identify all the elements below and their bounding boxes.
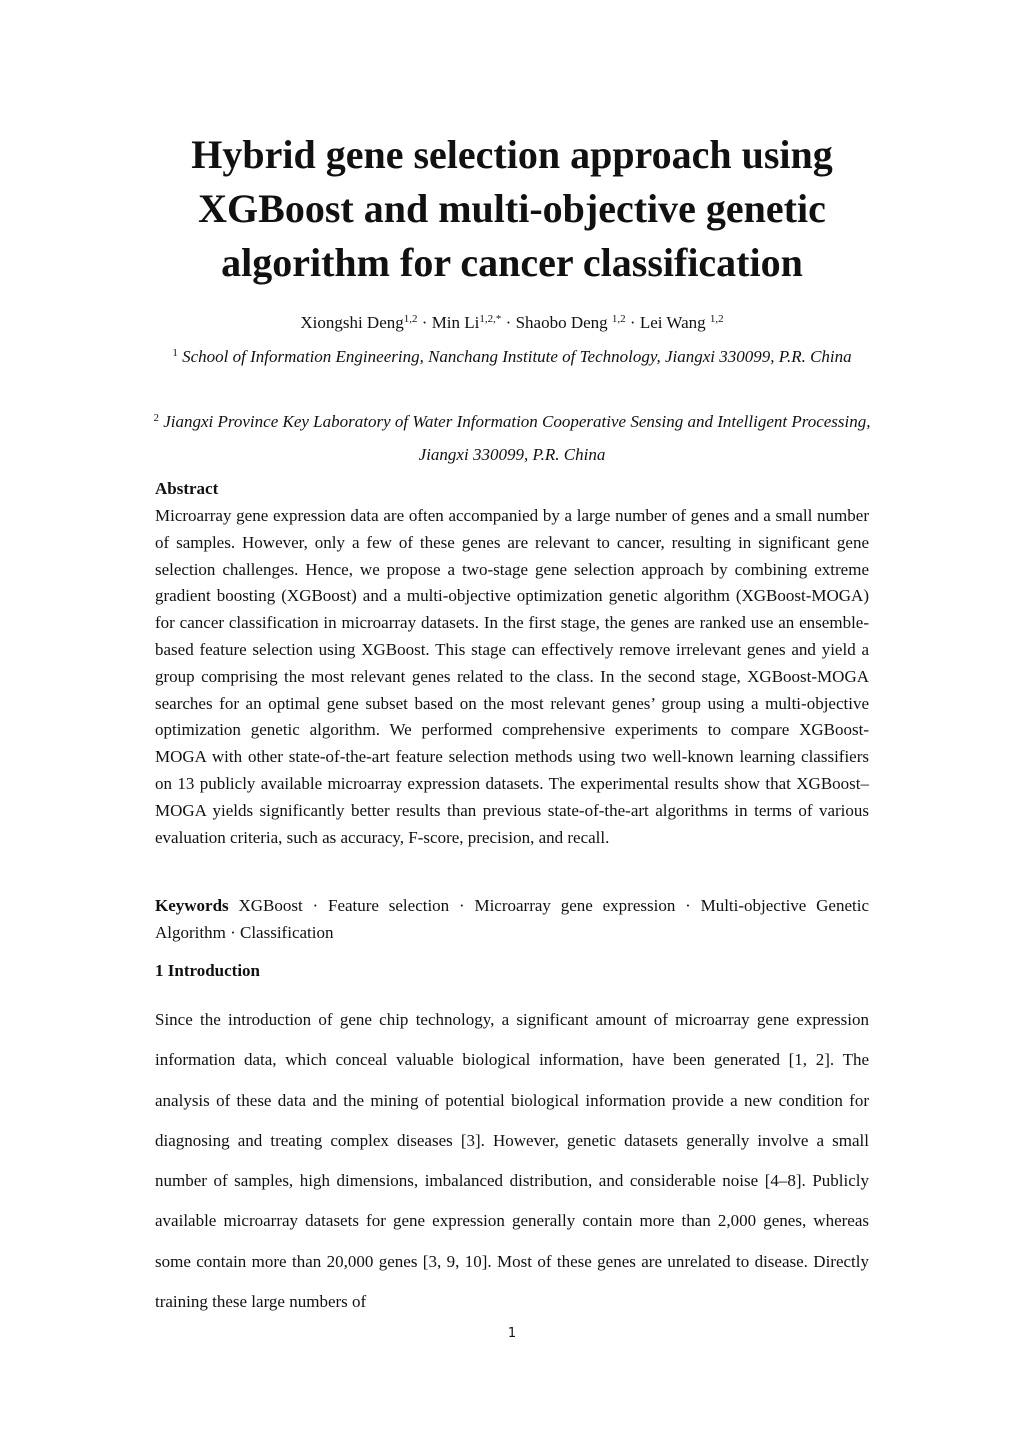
author-affiliation-mark: 1,2: [403, 313, 418, 325]
affiliation-text: Jiangxi Province Key Laboratory of Water Information Cooperative Sensing and Intelligent Processing, Jiangxi 330099, P.R. China: [163, 412, 871, 464]
abstract-heading: Abstract: [155, 479, 219, 498]
affiliation-2: [150, 405, 874, 471]
paper-title: [100, 128, 924, 290]
author-list: [0, 312, 1024, 334]
affiliation-text: School of Information Engineering, Nanchang Institute of Technology, Jiangxi 330099, P.R. China: [182, 347, 852, 366]
title-line-3: algorithm for cancer classification: [221, 240, 803, 285]
author-separator: ·: [505, 313, 512, 332]
section-heading-introduction: 1 Introduction: [155, 961, 261, 980]
author-name: Shaobo Deng: [515, 313, 608, 332]
author-separator: ·: [629, 313, 636, 332]
keywords-label: Keywords: [155, 896, 229, 915]
affiliation-mark: 2: [153, 412, 159, 424]
abstract-body: Microarray gene expression data are often accompanied by a large number of genes and a small number of samples. However, only a few of these genes are relevant to cancer, resulting in significant gene selection challenges. Hence, we propose a two-stage gene selection approach by combining extreme gradient boosting (XGBoost) and a multi-objective optimization genetic algorithm (XGBoost-MOGA) for cancer classification in microarray datasets. In the first stage, the genes are ranked use an ensemble-based feature selection using XGBoost. This stage can effectively remove irrelevant genes and yield a group comprising the most relevant genes related to the class. In the second stage, XGBoost-MOGA searches for an optimal gene subset based on the most relevant genes’ group using a multi-objective optimization genetic algorithm. We performed comprehensive experiments to compare XGBoost-MOGA with other state-of-the-art feature selection methods using two well-known learning classifiers on 13 publicly available microarray expression datasets. The experimental results show that XGBoost–MOGA yields significantly better results than previous state-of-the-art algorithms in terms of various evaluation criteria, such as accuracy, F-score, precision, and recall.: [155, 506, 869, 847]
author-separator: ·: [421, 313, 428, 332]
author-name: Lei Wang: [639, 313, 706, 332]
title-line-2: XGBoost and multi-objective genetic: [198, 186, 826, 231]
title-line-1: Hybrid gene selection approach using: [191, 132, 833, 177]
author-affiliation-mark: 1,2,*: [479, 313, 502, 325]
affiliation-1: [150, 340, 874, 373]
author-affiliation-mark: 1,2: [611, 313, 626, 325]
page-number: 1: [507, 1326, 517, 1341]
affiliation-mark: 1: [172, 347, 178, 359]
author-affiliation-mark: 1,2: [709, 313, 724, 325]
keywords: [155, 892, 869, 946]
author-name: Xiongshi Deng: [300, 313, 404, 332]
author-name: Min Li: [431, 313, 480, 332]
introduction-body: Since the introduction of gene chip technology, a significant amount of microarray gene expression information data, which conceal valuable biological information, have been generated [1, 2]. The analysis of these data and the mining of potential biological information provide a new condition for diagnosing and treating complex diseases [3]. However, genetic datasets generally involve a small number of samples, high dimensions, imbalanced distribution, and considerable noise [4–8]. Publicly available microarray datasets for gene expression generally contain more than 2,000 genes, whereas some contain more than 20,000 genes [3, 9, 10]. Most of these genes are unrelated to disease. Directly training these large numbers of: [155, 1010, 869, 1312]
keywords-text: XGBoost · Feature selection · Microarray gene expression · Multi-objective Genetic Algorithm · Classification: [155, 896, 870, 942]
